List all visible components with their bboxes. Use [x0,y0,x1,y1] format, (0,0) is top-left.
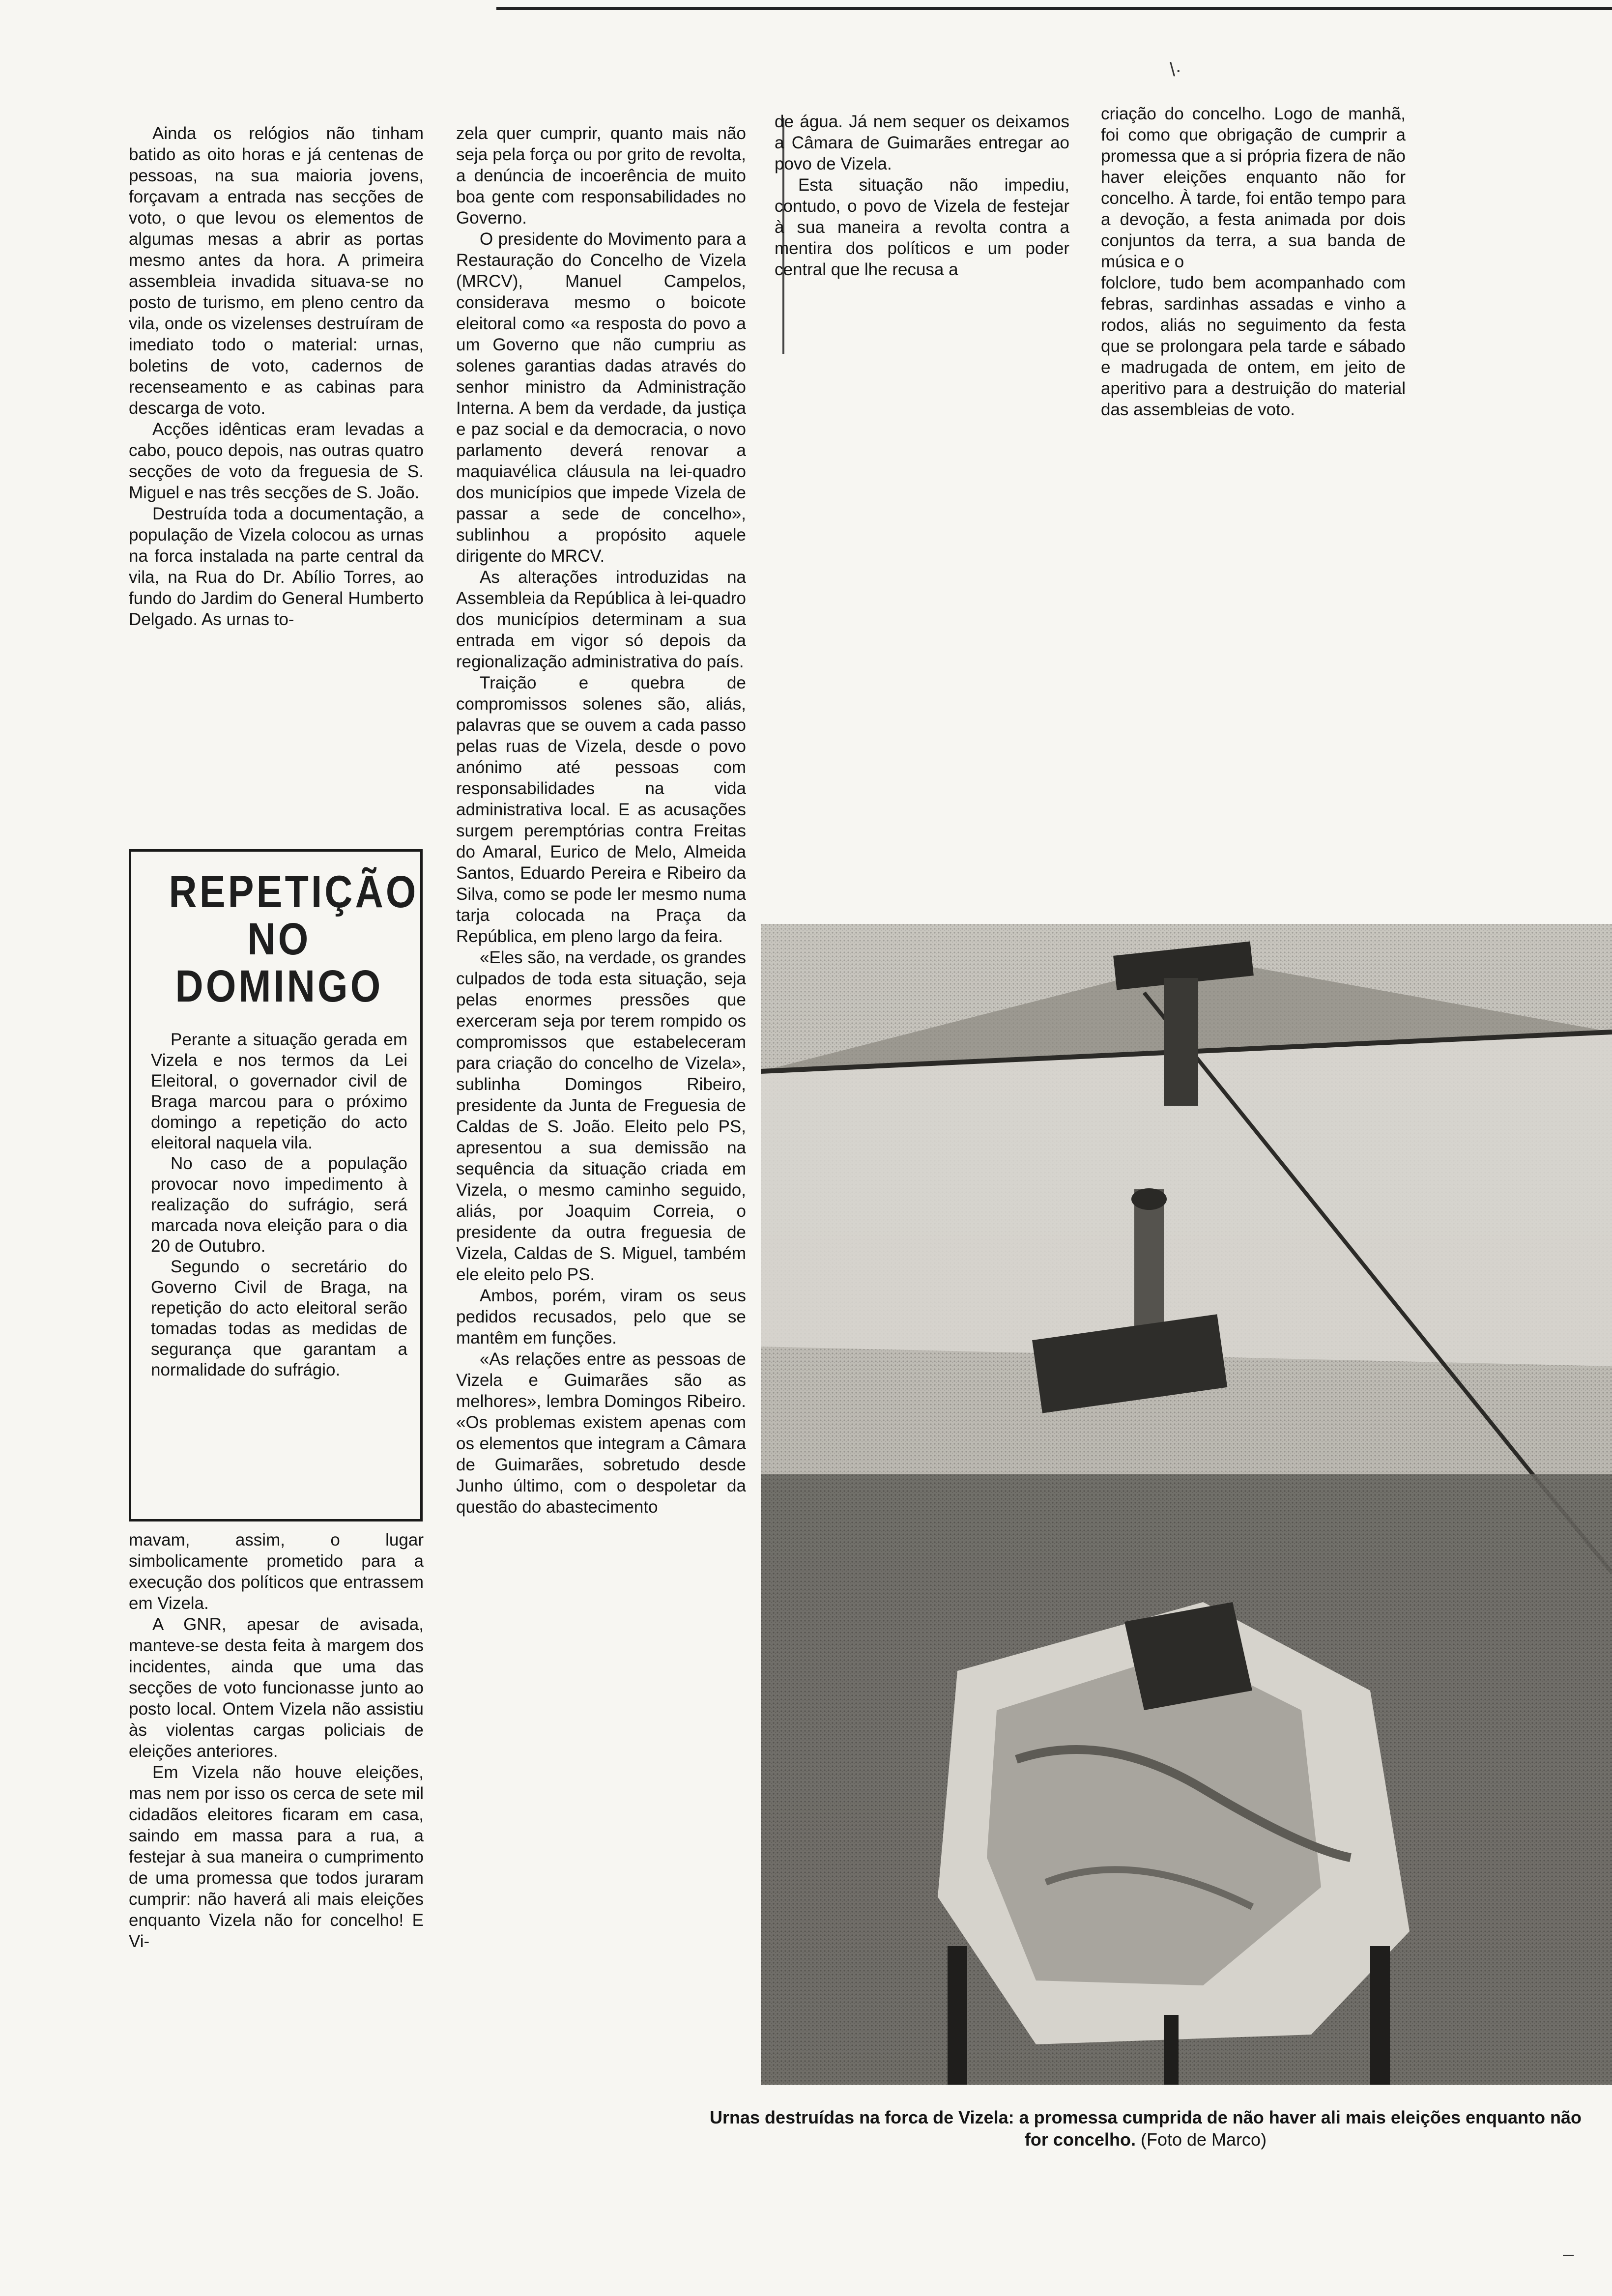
box-headline [169,867,419,1011]
paragraph: Destruída toda a documentação, a população de Vizela colocou as urnas na forca instalada na parte central da vila, na Rua do Dr. Abílio Torres, ao fundo do Jardim do General Humberto Delgado. As urnas to- [129,504,424,629]
paragraph: O presidente do Movimento para a Restauração do Concelho de Vizela (MRCV), Manuel Campelos, considerava mesmo o boicote eleitoral como «a resposta do povo a um Governo que não cumpriu as solenes garantias dadas através do senhor ministro da Administração Interna. A bem da verdade, da justiça e paz social e da democracia, o novo parlamento deverá renovar a maquiavélica cláusula na lei-quadro dos municípios que impede Vizela de passar a sede de concelho», sublinhou a propósito aquele dirigente do MRCV. [456,230,746,566]
top-rule [496,7,1612,10]
photo-caption [696,2106,1595,2151]
page-mark: – [1563,2243,1574,2265]
article-column-4 [1101,103,1406,420]
paragraph: Acções idênticas eram levadas a cabo, pouco depois, nas outras quatro secções de voto da freguesia de S. Miguel e nas três secções de S. João. [129,420,424,502]
box-paragraph: Segundo o secretário do Governo Civil de Braga, na repetição do acto eleitoral serão tomadas todas as medidas de segurança que garantam a normalidade do sufrágio. [151,1257,407,1379]
paragraph: Ambos, porém, viram os seus pedidos recusados, pelo que se mantêm em funções. [456,1286,746,1348]
box-headline-line-1: REPETIÇÃO [169,867,419,917]
paragraph: zela quer cumprir, quanto mais não seja pela força ou por grito de revolta, a denúncia de incoerência de muito boa gente com responsabilidades no Governo. [456,124,746,228]
article-column-3 [775,111,1069,280]
box-paragraph: No caso de a população provocar novo impedimento à realização do sufrágio, será marcada nova eleição para o dia 20 de Outubro. [151,1154,407,1256]
article-column-1-bottom [129,1529,424,1952]
paragraph: Em Vizela não houve eleições, mas nem por isso os cerca de sete mil cidadãos eleitores ficaram em casa, saindo em massa para a rua, a festejar à sua maneira o cumprimento de uma promessa que todos juraram cumprir: não haverá ali mais eleições enquanto Vizela não for concelho! E Vi- [129,1763,424,1951]
paragraph: mavam, assim, o lugar simbolicamente prometido para a execução dos políticos que entrassem em Vizela. [129,1530,424,1613]
paragraph: A GNR, apesar de avisada, manteve-se desta feita à margem dos incidentes, ainda que uma das secções de voto funcionasse junto ao posto local. Ontem Vizela não assistiu às violentas cargas policiais de eleições anteriores. [129,1615,424,1761]
corner-mark: \· [1170,59,1182,81]
sidebar-box-repeat-sunday [129,849,423,1521]
box-headline-line-2: NO DOMINGO [175,914,383,1011]
paragraph: Ainda os relógios não tinham batido as oito horas e já centenas de pessoas, na sua maioria jovens, forçavam a entrada nas secções de voto, o que levou os elementos de algumas mesas a abrir as portas mesmo antes da hora. A primeira assembleia invadida situava-se no posto de turismo, em pleno centro da vila, onde os vizelenses destruíram de imediato todo o material: urnas, boletins de voto, cadernos de recenseamento e as cabinas para descarga de voto. [129,124,424,418]
paragraph: «Eles são, na verdade, os grandes culpados de toda esta situação, seja pelas enormes pressões que exerceram seja por terem rompido os compromissos que estabeleceram para criação do concelho de Vizela», sublinha Domingos Ribeiro, presidente da Junta de Freguesia de Caldas de S. João. Eleito pelo PS, apresentou a sua demissão na sequência da situação criada em Vizela, o mesmo caminho seguido, aliás, por Joaquim Correia, o presidente da outra freguesia de Vizela, Caldas de S. Miguel, também ele eleito pelo PS. [456,948,746,1284]
paragraph: de água. Já nem sequer os deixamos a Câmara de Guimarães entregar ao povo de Vizela. [775,112,1069,173]
photo-caption-text: Urnas destruídas na forca de Vizela: a promessa cumprida de não haver ali mais eleições enquanto não for concelho. [710,2107,1582,2150]
paragraph: Traição e quebra de compromissos solenes são, aliás, palavras que se ouvem a cada passo pelas ruas de Vizela, desde o povo anónimo até pessoas com responsabilidades na vida administrativa local. E as acusações surgem peremptórias contra Freitas do Amaral, Eurico de Melo, Almeida Santos, Eduardo Pereira e Ribeiro da Silva, como se pode ler mesmo numa tarja colocada na Praça da República, em pleno largo da feira. [456,673,746,946]
paragraph: criação do concelho. Logo de manhã, foi como que obrigação de cumprir a promessa que a si própria fizera de não haver eleições enquanto não for concelho. À tarde, foi então tempo para a devoção, a festa animada por dois conjuntos da terra, a sua banda de música e o [1101,104,1406,271]
paragraph: Esta situação não impediu, contudo, o povo de Vizela de festejar à sua maneira a revolta contra a mentira dos políticos e um poder central que lhe recusa a [775,175,1069,279]
photo-destroyed-ballot-boxes [761,924,1612,2085]
paragraph: «As relações entre as pessoas de Vizela e Guimarães são as melhores», lembra Domingos Ribeiro. «Os problemas existem apenas com os elementos que integram a Câmara de Guimarães, sobretudo desde Junho último, com o despoletar da questão do abastecimento [456,1349,746,1517]
paragraph: As alterações introduzidas na Assembleia da República à lei-quadro dos municípios determinam a sua entrada em vigor só depois da regionalização administrativa do país. [456,568,746,671]
photo-credit: (Foto de Marco) [1140,2129,1267,2150]
article-column-2 [456,123,746,1518]
box-body [151,1030,407,1380]
article-column-1-top [129,123,424,630]
box-paragraph: Perante a situação gerada em Vizela e nos termos da Lei Eleitoral, o governador civil de Braga marcou para o próximo domingo a repetição do acto eleitoral naquela vila. [151,1030,407,1152]
paragraph: folclore, tudo bem acompanhado com febras, sardinhas assadas e vinho a rodos, aliás no seguimento da festa que se prolongara pela tarde e sábado e madrugada de ontem, em jeito de aperitivo para a destruição do material das assembleias de voto. [1101,273,1406,419]
